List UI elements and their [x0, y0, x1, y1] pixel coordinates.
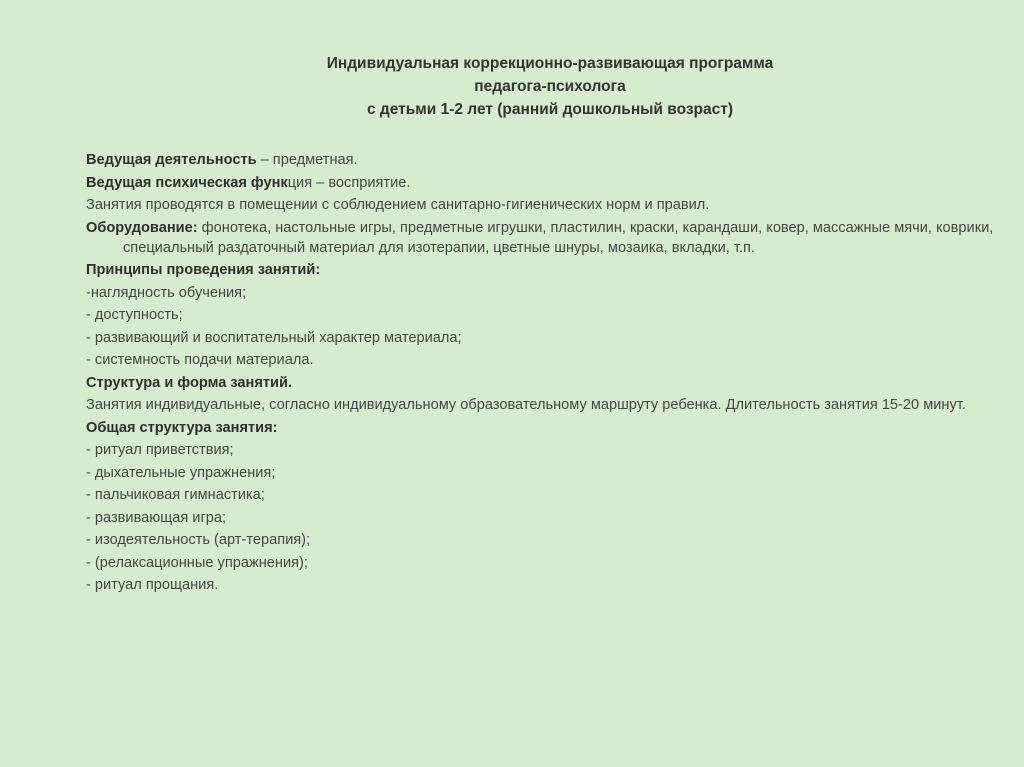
structure-item: - (релаксационные упражнения);	[86, 554, 308, 571]
leading-activity	[86, 150, 1006, 170]
slide-title	[200, 52, 900, 121]
structure-item: - пальчиковая гимнастика;	[86, 487, 265, 503]
equipment-text: фонотека, настольные игры, предметные игрушки, пластилин, краски, карандаши, ковер, массажные мячи, коврики, специальный раздаточный материал для изотерапии, цветные шнуры, мозаика, вкладки, т.п.	[123, 219, 994, 256]
title-line-2: педагога-психолога	[474, 78, 626, 95]
structure-text: Занятия индивидуальные, согласно индивидуальному образовательному маршруту ребенка. Длительность занятия 15-20 минут.	[86, 397, 966, 413]
leading-activity-text: – предметная.	[256, 152, 358, 168]
principle-item: - доступность;	[86, 307, 183, 323]
structure-item: - изодеятельность (арт-терапия);	[86, 532, 311, 548]
principles-heading: Принципы проведения занятий:	[86, 262, 321, 278]
classes-location: Занятия проводятся в помещении с соблюдением санитарно-гигиенических норм и правил.	[86, 197, 710, 213]
equipment-label: Оборудование:	[86, 219, 198, 236]
leading-function-label: Ведущая психическая функ	[86, 174, 288, 191]
structure-item: - ритуал прощания.	[86, 577, 219, 593]
title-line-3: с детьми 1-2 лет (ранний дошкольный возраст)	[366, 101, 734, 118]
principle-item: - системность подачи материала.	[86, 352, 314, 368]
principle-item: -наглядность обучения;	[86, 284, 247, 301]
leading-function	[86, 173, 1006, 193]
leading-function-text: ция – восприятие.	[287, 174, 411, 191]
general-structure-heading: Общая структура занятия:	[86, 419, 278, 436]
principle-item: - развивающий и воспитательный характер материала;	[86, 329, 462, 346]
structure-item: - развивающая игра;	[86, 509, 227, 526]
structure-item: - дыхательные упражнения;	[86, 464, 276, 481]
structure-item: - ритуал приветствия;	[86, 442, 234, 458]
slide-content	[86, 150, 1006, 598]
leading-activity-label: Ведущая деятельность	[86, 152, 257, 168]
title-line-1: Индивидуальная коррекционно-развивающая программа	[326, 55, 774, 72]
structure-heading: Структура и форма занятий.	[86, 374, 293, 391]
equipment	[86, 218, 1006, 258]
